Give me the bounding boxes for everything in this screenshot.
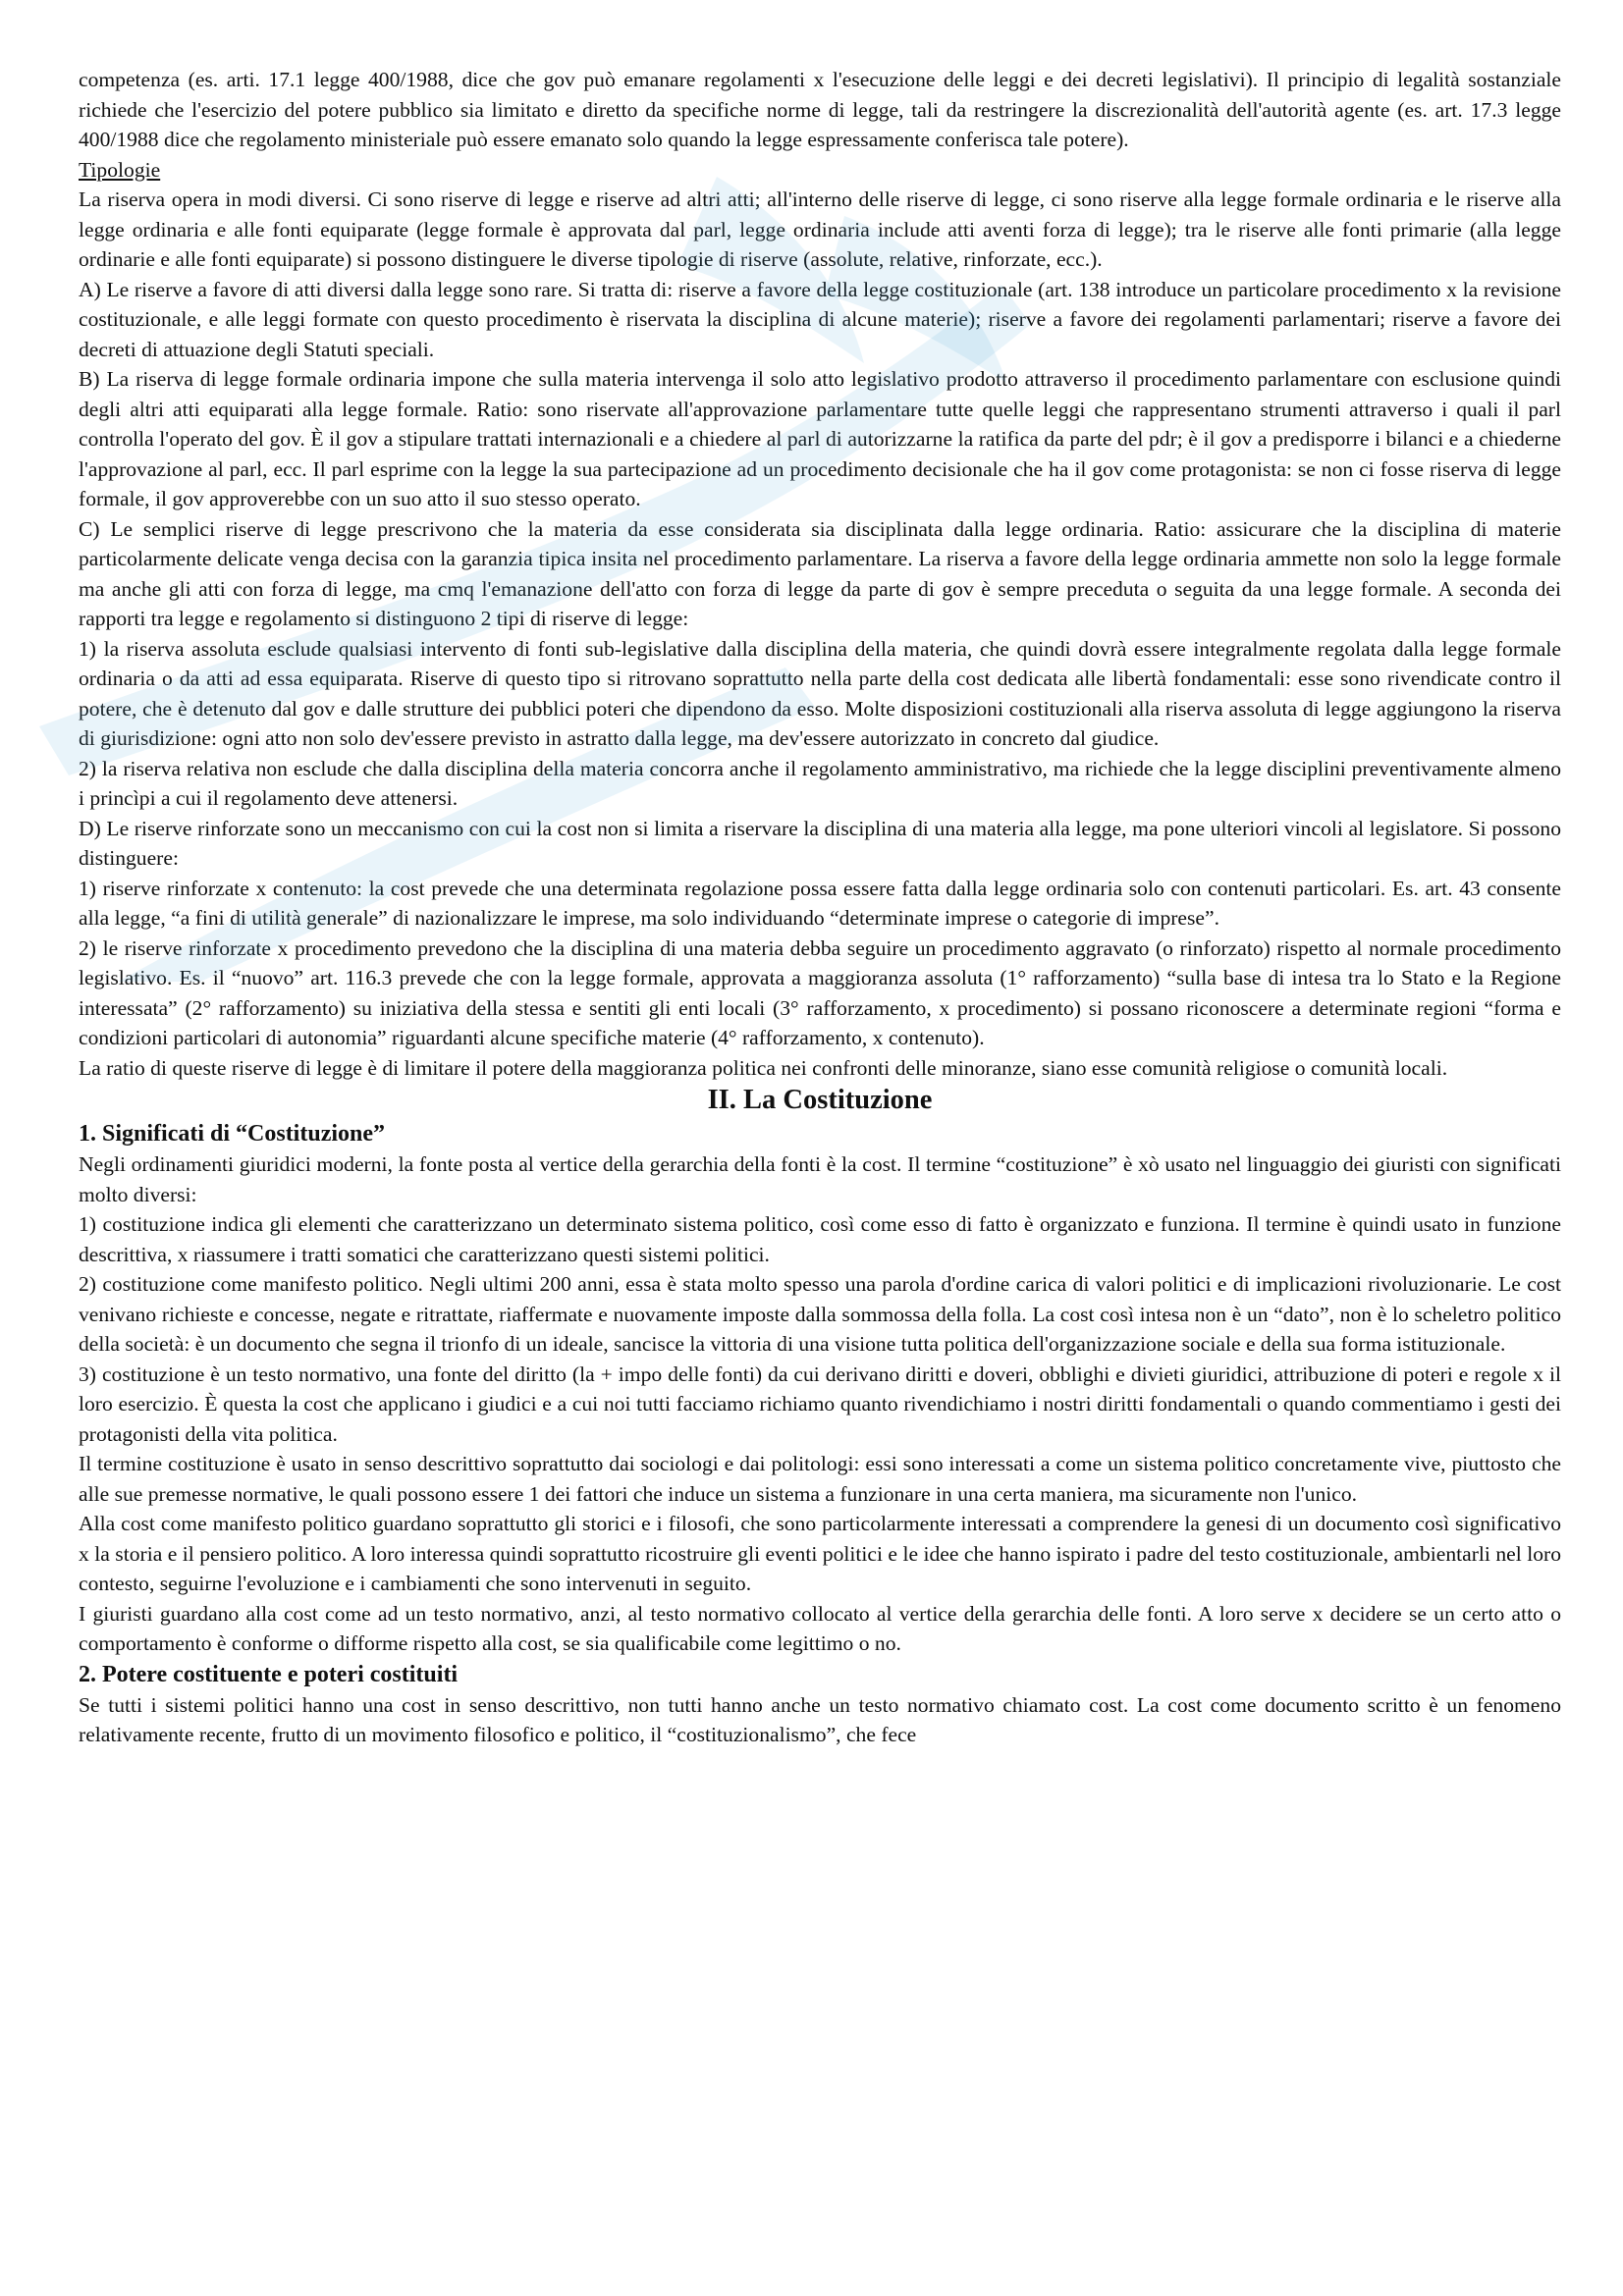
document-page	[79, 65, 1561, 1750]
paragraph-riserva-relativa: 2) la riserva relativa non esclude che dalla disciplina della materia concorra anche il regolamento amministrativo, ma richiede che la legge disciplini preventivamente almeno i princìpi a cui il regolamento deve attenersi.	[79, 756, 1561, 810]
subheading-tipologie: Tipologie	[79, 157, 161, 182]
paragraph-rinforzate-procedimento: 2) le riserve rinforzate x procedimento prevedono che la disciplina di una materia debba seguire un procedimento aggravato (o rinforzato) rispetto al normale procedimento legislativo. Es. il “nuovo” art. 116.3 prevede che con la legge formale, approvata a maggioranza assoluta (1° rafforzamento) “sulla base di intesa tra lo Stato e la Regione interessata” (2° rafforzamento) su iniziativa della stessa e sentiti gli enti locali (3° rafforzamento, x procedimento) si possano riconoscere a determinate regioni “forma e condizioni particolari di autonomia” riguardanti alcune specifiche materie (4° rafforzamento, x contenuto).	[79, 935, 1561, 1049]
chapter-title: II. La Costituzione	[707, 1085, 933, 1115]
paragraph-riserve-d: D) Le riserve rinforzate sono un meccanismo con cui la cost non si limita a riservare la disciplina di una materia alla legge, ma pone ulteriori vincoli al legislatore. Si possono distinguere:	[79, 816, 1561, 870]
paragraph-costituzione-normativa: 3) costituzione è un testo normativo, una fonte del diritto (la + impo delle fonti) da cui derivano diritti e doveri, obblighi e divieti giuridici, attribuzione di poteri e regole x il loro esercizio. È questa la cost che applicano i giudici e a cui noi tutti facciamo richiamo quanto rivendichiamo i nostri diritti fondamentali o quando commentiamo i gesti dei protagonisti della vita politica.	[79, 1362, 1561, 1446]
paragraph-legality: competenza (es. arti. 17.1 legge 400/1988, dice che gov può emanare regolamenti x l'esecuzione delle leggi e dei decreti legislativi). Il principio di legalità sostanziale richiede che l'esercizio del potere pubblico sia limitato e diretto da specifiche norme di legge, tali da restringere la discrezionalità dell'autorità agente (es. art. 17.3 legge 400/1988 dice che regolamento ministeriale può essere emanato solo quando la legge espressamente conferisca tale potere).	[79, 68, 1561, 151]
paragraph-riserve-b: B) La riserva di legge formale ordinaria impone che sulla materia intervenga il solo atto legislativo prodotto attraverso il procedimento parlamentare con esclusione quindi degli altri atti equiparati alla legge formale. Ratio: sono riservate all'approvazione parlamentare tutte quelle leggi che rappresentano strumenti attraverso i quali il parl controlla l'operato del gov. È il gov a stipulare trattati internazionali e a chiedere al parl di autorizzarne la ratifica da parte del pdr; è il gov a predisporre i bilanci e a chiederne l'approvazione al parl, ecc. Il parl esprime con la legge la sua partecipazione ad un procedimento decisionale che ha il gov come protagonista: se non ci fosse riserva di legge formale, il gov approverebbe con un suo atto il suo stesso operato.	[79, 367, 1561, 510]
paragraph-rinforzate-contenuto: 1) riserve rinforzate x contenuto: la cost prevede che una determinata regolazione possa essere fatta dalla legge ordinaria solo con contenuti particolari. Es. art. 43 consente alla legge, “a fini di utilità generale” di nazionalizzare le imprese, ma solo individuando “determinate imprese o categorie di imprese”.	[79, 876, 1561, 930]
paragraph-riserve-a: A) Le riserve a favore di atti diversi dalla legge sono rare. Si tratta di: riserve a favore della legge costituzionale (art. 138 introduce un particolare procedimento x la revisione costituzionale, e alle leggi formate con questo procedimento è riservata la disciplina di alcune materie); riserve a favore dei regolamenti parlamentari; riserve a favore dei decreti di attuazione degli Statuti speciali.	[79, 277, 1561, 361]
paragraph-sociologi: Il termine costituzione è usato in senso descrittivo soprattutto dai sociologi e dai politologi: essi sono interessati a come un sistema politico concretamente vive, piuttosto che alle sue premesse normative, le quali possono essere 1 dei fattori che induce un sistema a funzionare in una certa maniera, ma sicuramente non l'unico.	[79, 1452, 1561, 1506]
paragraph-storici: Alla cost come manifesto politico guardano soprattutto gli storici e i filosofi, che sono particolarmente interessati a comprendere la genesi di un documento così significativo x la storia e il pensiero politico. A loro interessa quindi soprattutto ricostruire gli eventi politici e le idee che hanno ispirato i padre del testo costituzionale, ambientarli nel loro contesto, seguirne l'evoluzione e i cambiamenti che sono intervenuti in seguito.	[79, 1512, 1561, 1595]
paragraph-costituzione-descrittiva: 1) costituzione indica gli elementi che caratterizzano un determinato sistema politico, così come esso di fatto è organizzato e funziona. Il termine è quindi usato in funzione descrittiva, x riassumere i tratti somatici che caratterizzano questi sistemi politici.	[79, 1212, 1561, 1266]
paragraph-giuristi: I giuristi guardano alla cost come ad un testo normativo, anzi, al testo normativo collocato al vertice della gerarchia delle fonti. A loro serve x decidere se un certo atto o comportamento è conforme o difforme rispetto alla cost, se sia qualificabile come legittimo o no.	[79, 1601, 1561, 1655]
section-heading-potere: 2. Potere costituente e poteri costituiti	[79, 1661, 459, 1687]
paragraph-riserva-assoluta: 1) la riserva assoluta esclude qualsiasi intervento di fonti sub-legislative dalla disciplina della materia, che quindi dovrà essere integralmente regolata dalla legge formale ordinaria o da atti ad essa equiparata. Riserve di questo tipo si ritrovano soprattutto nella parte della cost dedicata alle libertà fondamentali: esse sono rivendicate contro il potere, che è detenuto dal gov e dalle strutture dei pubblici poteri che dipendono da esso. Molte disposizioni costituzionali alla riserva assoluta di legge aggiungono la riserva di giurisdizione: ogni atto non solo dev'essere previsto in astratto dalla legge, ma dev'essere autorizzato in concreto dal giudice.	[79, 636, 1561, 750]
paragraph-ratio: La ratio di queste riserve di legge è di limitare il potere della maggioranza politica nei confronti delle minoranze, siano esse comunità religiose o comunità locali.	[79, 1055, 1448, 1080]
paragraph-costituzione-manifesto: 2) costituzione come manifesto politico. Negli ultimi 200 anni, essa è stata molto spesso una parola d'ordine carica di valori politici e di implicazioni rivoluzionarie. Le cost venivano richieste e concesse, negate e ritrattate, riaffermate e nuovamente imposte dalla sommossa della folla. La cost così intesa non è un “dato”, non è lo scheletro politico della società: è un documento che segna il trionfo di un ideale, sancisce la vittoria di una visione tutta politica dell'organizzazione sociale e della sua forma istituzionale.	[79, 1272, 1561, 1356]
paragraph-significati-intro: Negli ordinamenti giuridici moderni, la fonte posta al vertice della gerarchia della fonti è la cost. Il termine “costituzione” è xò usato nel linguaggio dei giuristi con significati molto diversi:	[79, 1152, 1561, 1206]
paragraph-riserve-c: C) Le semplici riserve di legge prescrivono che la materia da esse considerata sia disciplinata dalla legge ordinaria. Ratio: assicurare che la disciplina di materie particolarmente delicate venga decisa con la garanzia tipica insita nel procedimento parlamentare. La riserva a favore della legge ordinaria ammette non solo la legge formale ma anche gli atti con forza di legge, ma cmq l'emanazione dell'atto con forza di legge da parte di gov è sempre preceduta o seguita da una legge formale. A seconda dei rapporti tra legge e regolamento si distinguono 2 tipi di riserve di legge:	[79, 516, 1561, 630]
section-heading-significati: 1. Significati di “Costituzione”	[79, 1121, 386, 1147]
paragraph-riserva-modi: La riserva opera in modi diversi. Ci sono riserve di legge e riserve ad altri atti; all'interno delle riserve di legge, ci sono riserve alla legge formale ordinaria e le riserve alla legge ordinaria e alle fonti equiparate (legge formale è approvata dal parl, legge ordinaria include atti aventi forza di legge); tra le riserve alle fonti primarie (alla legge ordinarie e alle fonti equiparate) si possono distinguere le diverse tipologie di riserve (assolute, relative, rinforzate, ecc.).	[79, 187, 1561, 271]
paragraph-potere-costituente: Se tutti i sistemi politici hanno una cost in senso descrittivo, non tutti hanno anche un testo normativo chiamato cost. La cost come documento scritto è un fenomeno relativamente recente, frutto di un movimento filosofico e politico, il “costituzionalismo”, che fece	[79, 1692, 1561, 1746]
